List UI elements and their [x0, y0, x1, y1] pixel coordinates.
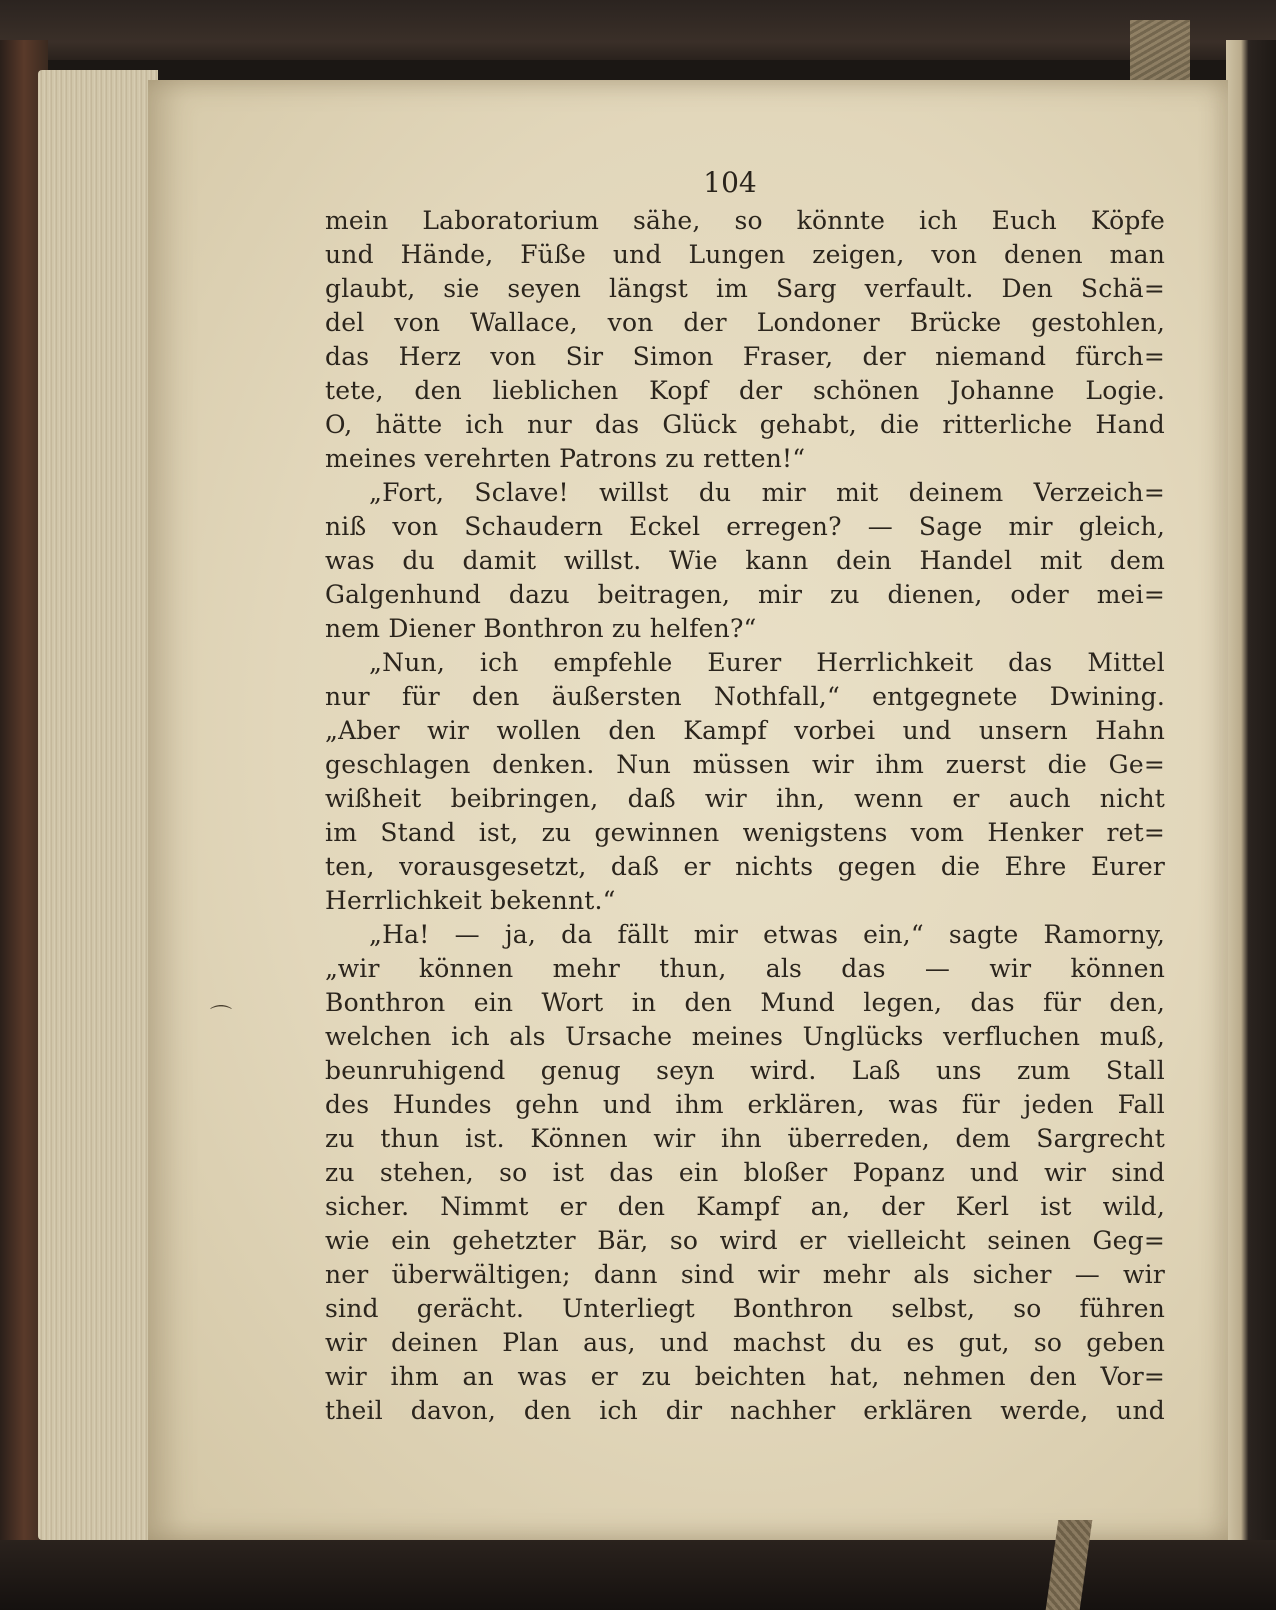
text-line: mein Laboratorium sähe, so könnte ich Euch Köpfe [325, 206, 1165, 235]
page-number: 104 [703, 166, 757, 199]
text-line: meines verehrten Patrons zu retten!“ [325, 444, 806, 473]
book-cover-top [0, 0, 1276, 60]
text-line: zu thun ist. Können wir ihn überreden, dem Sargrecht [325, 1124, 1165, 1153]
text-line: Galgenhund dazu beitragen, mir zu dienen, oder mei= [325, 580, 1165, 609]
text-line: theil davon, den ich dir nachher erklären werde, und [325, 1396, 1165, 1425]
text-line: O, hätte ich nur das Glück gehabt, die ritterliche Hand [325, 410, 1165, 439]
text-line: wißheit beibringen, daß wir ihn, wenn er auch nicht [325, 784, 1165, 813]
text-line: „Nun, ich empfehle Eurer Herrlichkeit das Mittel [369, 648, 1165, 677]
text-line: ten, vorausgesetzt, daß er nichts gegen die Ehre Eurer [325, 852, 1165, 881]
text-line: sicher. Nimmt er den Kampf an, der Kerl ist wild, [325, 1192, 1165, 1221]
text-line: „wir können mehr thun, als das — wir können [325, 954, 1165, 983]
text-line: des Hundes gehn und ihm erklären, was für jeden Fall [325, 1090, 1165, 1119]
page-text [325, 204, 1165, 1428]
text-line: tete, den lieblichen Kopf der schönen Johanne Logie. [325, 376, 1165, 405]
text-line: sind gerächt. Unterliegt Bonthron selbst, so führen [325, 1294, 1165, 1323]
text-line: Bonthron ein Wort in den Mund legen, das für den, [325, 988, 1165, 1017]
text-line: das Herz von Sir Simon Fraser, der niemand fürch= [325, 342, 1165, 371]
text-line: im Stand ist, zu gewinnen wenigstens vom Henker ret= [325, 818, 1165, 847]
text-line: geschlagen denken. Nun müssen wir ihm zuerst die Ge= [325, 750, 1165, 779]
text-line: zu stehen, so ist das ein bloßer Popanz und wir sind [325, 1158, 1165, 1187]
text-line: „Ha! — ja, da fällt mir etwas ein,“ sagte Ramorny, [369, 920, 1165, 949]
text-line: beunruhigend genug seyn wird. Laß uns zum Stall [325, 1056, 1165, 1085]
text-line: „Fort, Sclave! willst du mir mit deinem Verzeich= [369, 478, 1165, 507]
text-line: wir deinen Plan aus, und machst du es gut, so geben [325, 1328, 1165, 1357]
text-line: nur für den äußersten Nothfall,“ entgegnete Dwining. [325, 682, 1165, 711]
text-line: Herrlichkeit bekennt.“ [325, 886, 616, 915]
bookmark-ribbon-top [1130, 20, 1190, 80]
text-line: nem Diener Bonthron zu helfen?“ [325, 614, 757, 643]
text-line: wir ihm an was er zu beichten hat, nehmen den Vor= [325, 1362, 1165, 1391]
book-cover-right [1226, 40, 1276, 1560]
margin-mark: ⌒ [210, 1005, 233, 1030]
text-line: und Hände, Füße und Lungen zeigen, von denen man [325, 240, 1165, 269]
text-line: „Aber wir wollen den Kampf vorbei und unsern Hahn [325, 716, 1165, 745]
text-line: wie ein gehetzter Bär, so wird er vielleicht seinen Geg= [325, 1226, 1165, 1255]
text-line: del von Wallace, von der Londoner Brücke gestohlen, [325, 308, 1165, 337]
text-line: welchen ich als Ursache meines Unglücks verfluchen muß, [325, 1022, 1165, 1051]
text-line: ner überwältigen; dann sind wir mehr als sicher — wir [325, 1260, 1165, 1289]
text-line: glaubt, sie seyen längst im Sarg verfault. Den Schä= [325, 274, 1165, 303]
page-stack-edge [38, 70, 158, 1540]
text-line: was du damit willst. Wie kann dein Handel mit dem [325, 546, 1165, 575]
text-line: niß von Schaudern Eckel erregen? — Sage mir gleich, [325, 512, 1165, 541]
